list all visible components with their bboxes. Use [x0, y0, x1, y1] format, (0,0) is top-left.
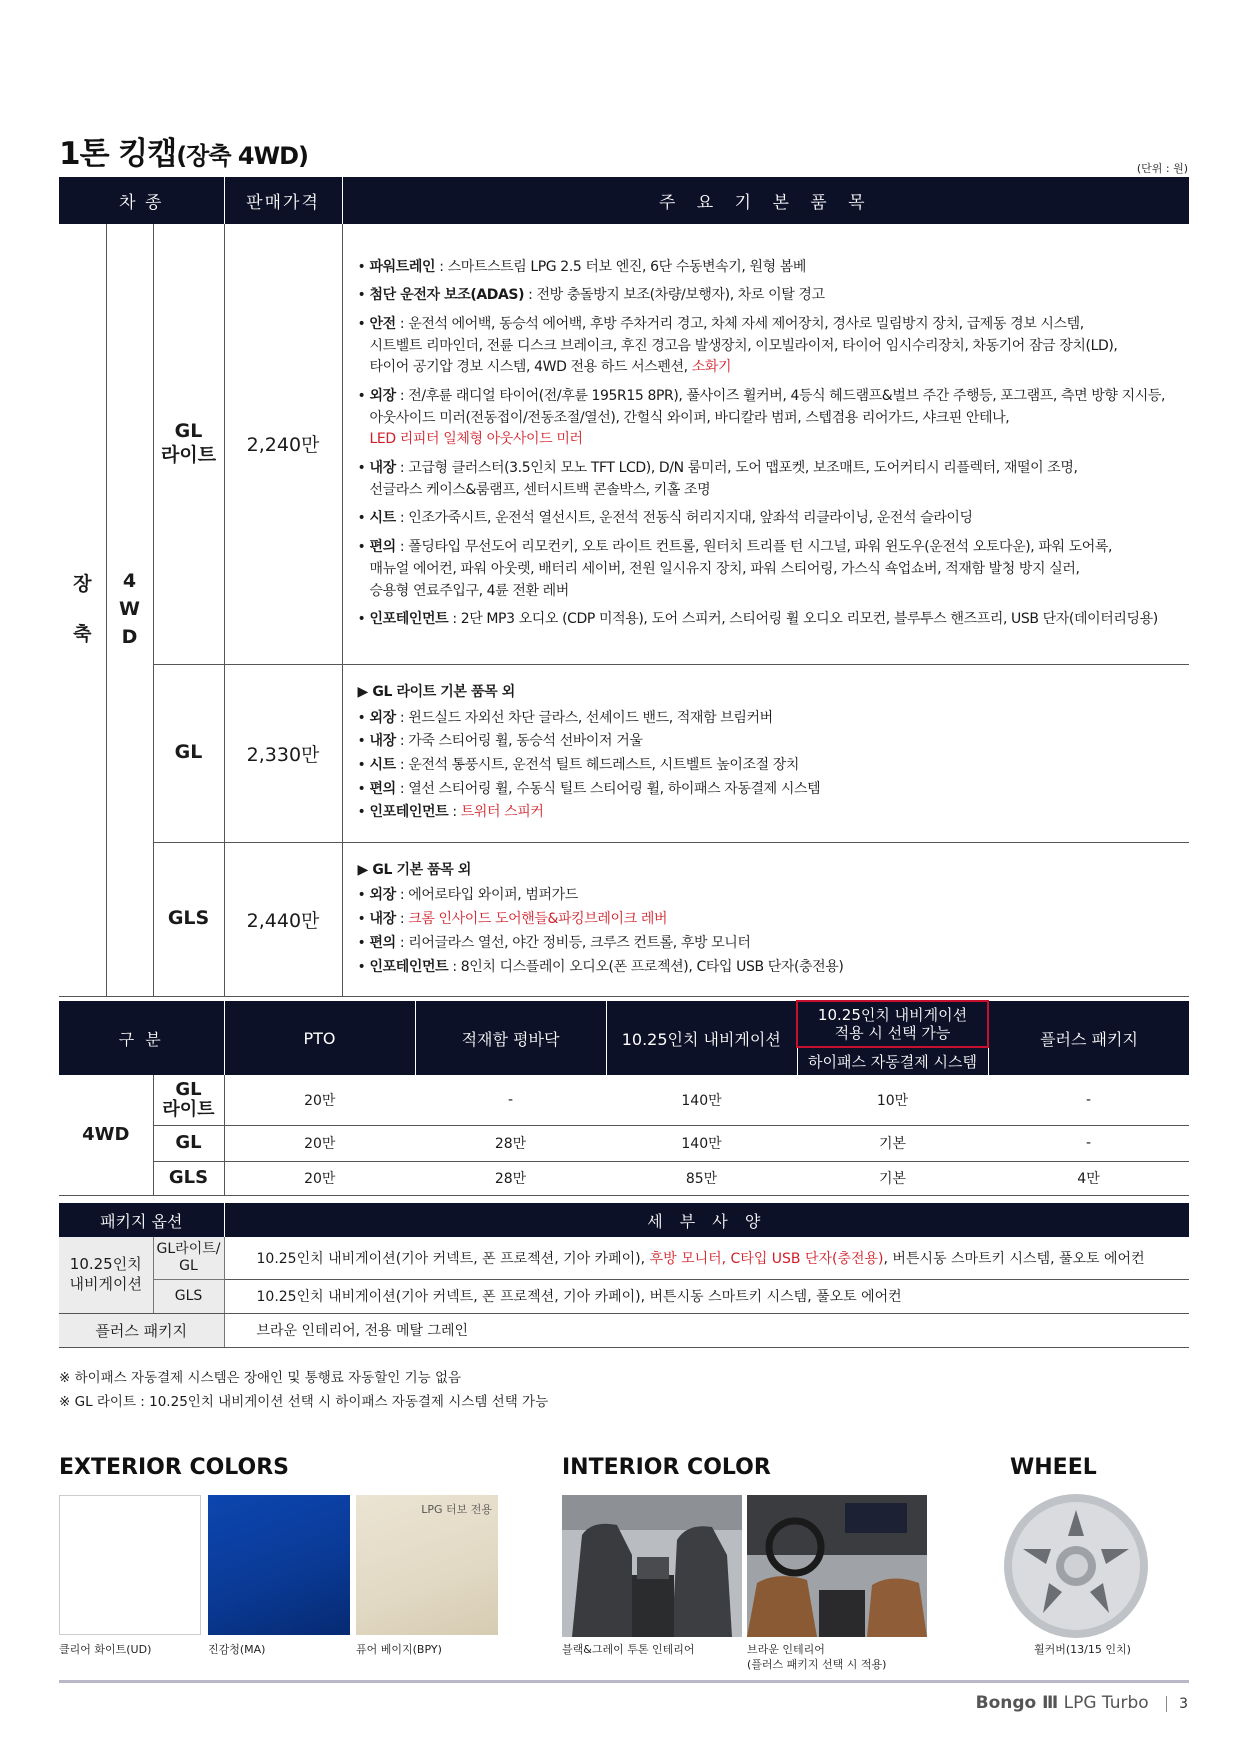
feature-item: • 시트 : 운전석 통풍시트, 운전석 틸트 헤드레스트, 시트벨트 높이조절 장치: [357, 757, 799, 773]
body-type: 장 축: [59, 224, 106, 996]
opt-cell: 20만: [224, 1125, 415, 1161]
opt-cell: 28만: [415, 1161, 606, 1195]
opt-header-nav-selectable: 10.25인치 내비게이션 적용 시 선택 가능: [797, 1001, 988, 1047]
feature-item: • 파워트레인 : 스마트스트림 LPG 2.5 터보 엔진, 6단 수동변속기, 원형 봄베: [357, 258, 807, 275]
feature-item: • 편의 : 폴딩타입 무선도어 리모컨키, 오토 라이트 컨트롤, 원터치 트리플 턴 시그널, 파워 윈도우(운전석 오토다운), 파워 도어록, 매뉴얼 에어컨, 파워 아웃렛, 배터리 세이버, 전원 일시유지 장치, 파워 스티어링, 가스식 쇽업쇼버, 적재함 발청 방지 실러, 승용형 연료주입구, 4륜 전환 레버: [357, 539, 1113, 599]
package-table: [59, 1203, 1189, 1348]
opt-cell: 4만: [988, 1161, 1189, 1195]
header-features: 주 요 기 본 품 목: [342, 177, 1189, 224]
feature-item: • 외장 : 전/후륜 래디얼 타이어(전/후륜 195R15 8PR), 풀사이즈 휠커버, 4등식 헤드램프&벌브 주간 주행등, 포그램프, 측면 방향 지시등, 아웃사이드 미러(전동접이/전동조절/열선), 간헐식 와이퍼, 바디칼라 범퍼, 스텝겸용 리어가드, 샤크핀 안테나, LED 리피터 일체형 아웃사이드 미러: [357, 388, 1166, 448]
features-gl-lite: [342, 224, 1189, 664]
trim-gl-lite: GL 라이트: [153, 224, 224, 664]
unit-note: (단위 : 원): [1136, 162, 1188, 175]
feature-item: • 내장 : 크롬 인사이드 도어핸들&파킹브레이크 레버: [357, 911, 668, 928]
opt-cell: -: [988, 1075, 1189, 1125]
interior-title: INTERIOR COLOR: [562, 1455, 771, 1480]
page-title: 1톤 킹캡(장축 4WD): [59, 136, 308, 172]
pkg-detail: 10.25인치 내비게이션(기아 커넥트, 폰 프로젝션, 기아 카페이), 후방 모니터, C타입 USB 단자(충전용), 버튼시동 스마트키 시스템, 풀오토 에어컨: [224, 1237, 1189, 1279]
opt-cell: -: [415, 1075, 606, 1125]
pkg-header-option: 패키지 옵션: [59, 1203, 224, 1237]
opt-model: 4WD: [59, 1075, 153, 1195]
opt-cell: -: [988, 1125, 1189, 1161]
pkg-trim: GL라이트/ GL: [153, 1237, 224, 1279]
feature-item: • 편의 : 리어글라스 열선, 야간 정비등, 크루즈 컨트롤, 후방 모니터: [357, 934, 751, 951]
price-gls: 2,440만: [224, 842, 342, 996]
opt-trim: GL: [153, 1125, 224, 1161]
feature-item: • 첨단 운전자 보조(ADAS) : 전방 충돌방지 보조(차량/보행자), 차로 이탈 경고: [357, 287, 825, 304]
pkg-plus-detail: 브라운 인테리어, 전용 메탈 그레인: [224, 1313, 1189, 1347]
opt-cell: 140만: [606, 1125, 797, 1161]
feature-item: • 내장 : 고급형 클러스터(3.5인치 모노 TFT LCD), D/N 룸미러, 도어 맵포켓, 보조매트, 도어커티시 리플렉터, 재떨이 조명, 선글라스 케이스&룸램프, 센터시트백 콘솔박스, 키홀 조명: [357, 460, 1078, 498]
price-gl-lite: 2,240만: [224, 224, 342, 664]
header-price: 판매가격: [224, 177, 342, 224]
color-name: 퓨어 베이지(BPY): [356, 1643, 442, 1656]
color-name: 클리어 화이트(UD): [59, 1643, 152, 1656]
feature-item: • 외장 : 윈드실드 자외선 차단 글라스, 선셰이드 밴드, 적재함 브림커버: [357, 709, 773, 726]
feature-item: • 내장 : 가죽 스티어링 휠, 동승석 선바이저 거울: [357, 733, 643, 750]
opt-header-plus-package: 플러스 패키지: [988, 1001, 1189, 1075]
note: ※ 하이패스 자동결제 시스템은 장애인 및 통행료 자동할인 기능 없음: [59, 1370, 462, 1386]
opt-header-pto: PTO: [224, 1001, 415, 1075]
opt-cell: 20만: [224, 1075, 415, 1125]
price-gl: 2,330만: [224, 664, 342, 842]
header-model: 차 종: [59, 177, 224, 224]
opt-header-hipass: 하이패스 자동결제 시스템: [797, 1047, 988, 1075]
opt-cell: 기본: [797, 1125, 988, 1161]
option-table: [59, 1000, 1189, 1196]
trim-gls: GLS: [153, 842, 224, 996]
feature-header: ▶ GL 기본 품목 외: [357, 861, 472, 878]
feature-item: • 편의 : 열선 스티어링 휠, 수동식 틸트 스티어링 휠, 하이패스 자동결제 시스템: [357, 780, 821, 797]
model-name: LPG Turbo: [1063, 1693, 1149, 1713]
opt-trim: GLS: [153, 1161, 224, 1195]
footer: [976, 1693, 1188, 1713]
feature-item: • 인포테인먼트 : 8인치 디스플레이 오디오(폰 프로젝션), C타입 USB 단자(충전용): [357, 958, 844, 975]
spec-table: [59, 177, 1189, 997]
notes: [59, 1366, 548, 1415]
feature-item: • 안전 : 운전석 에어백, 동승석 에어백, 후방 주차거리 경고, 차체 자세 제어장치, 경사로 밀림방지 장치, 급제동 경보 시스템, 시트벨트 리마인더, 전륜 디스크 브레이크, 후진 경고음 발생장치, 이모빌라이저, 타이어 임시수리장치, 차동기어 잠금 장치(LD), 타이어 공기압 경보 시스템, 4WD 전용 하드 서스펜션, 소화기: [357, 315, 1118, 376]
pkg-trim: GLS: [153, 1279, 224, 1313]
feature-item: • 외장 : 에어로타입 와이퍼, 범퍼가드: [357, 887, 578, 904]
opt-header-flatbed: 적재함 평바닥: [415, 1001, 606, 1075]
opt-cell: 85만: [606, 1161, 797, 1195]
feature-item: • 시트 : 인조가죽시트, 운전석 열선시트, 운전석 전동식 허리지지대, 앞좌석 리클라이닝, 운전석 슬라이딩: [357, 510, 973, 527]
interior-name: 블랙&그레이 투톤 인테리어: [562, 1643, 695, 1656]
wheel-icon: [1002, 1492, 1150, 1640]
feature-item: • 인포테인먼트 : 트위터 스피커: [357, 804, 544, 821]
swatch-beige: [356, 1495, 498, 1635]
seat-icon: [562, 1495, 742, 1637]
wheel-name: 휠커버(13/15 인치): [1034, 1643, 1131, 1656]
pkg-plus-label: 플러스 패키지: [59, 1313, 224, 1347]
feature-item: • 인포테인먼트 : 2단 MP3 오디오 (CDP 미적용), 도어 스피커, 스티어링 휠 오디오 리모컨, 블루투스 핸즈프리, USB 단자(데이터리딩용): [357, 611, 1158, 628]
pkg-nav-label: 10.25인치 내비게이션: [59, 1237, 153, 1313]
opt-cell: 20만: [224, 1161, 415, 1195]
wheel-cover-image: [1002, 1492, 1150, 1640]
opt-trim: GL 라이트: [153, 1075, 224, 1125]
pkg-header-detail: 세 부 사 양: [224, 1203, 1189, 1237]
trim-gl: GL: [153, 664, 224, 842]
color-name: 진감청(MA): [208, 1643, 266, 1656]
footer-divider: [59, 1680, 1189, 1683]
lpg-badge: LPG 터보 전용: [421, 1503, 492, 1516]
pkg-detail: 10.25인치 내비게이션(기아 커넥트, 폰 프로젝션, 기아 카페이), 버튼시동 스마트키 시스템, 풀오토 에어컨: [224, 1279, 1189, 1313]
features-gl: [342, 664, 1189, 842]
dashboard-icon: [747, 1495, 927, 1637]
swatch-white: [59, 1495, 201, 1635]
interior-brown-image: [747, 1495, 927, 1637]
opt-cell: 10만: [797, 1075, 988, 1125]
drive-type: 4 W D: [106, 224, 153, 996]
opt-cell: 140만: [606, 1075, 797, 1125]
swatch-blue: [208, 1495, 350, 1635]
exterior-title: EXTERIOR COLORS: [59, 1455, 290, 1480]
feature-header: ▶ GL 라이트 기본 품목 외: [357, 683, 515, 700]
brand-name: Bongo Ⅲ: [975, 1693, 1059, 1713]
opt-cell: 기본: [797, 1161, 988, 1195]
features-gls: [342, 842, 1189, 996]
opt-cell: 28만: [415, 1125, 606, 1161]
interior-name: 브라운 인테리어 (플러스 패키지 선택 시 적용): [747, 1643, 887, 1672]
interior-black-gray-image: [562, 1495, 742, 1637]
opt-header-navigation: 10.25인치 내비게이션: [606, 1001, 797, 1075]
opt-header-category: 구 분: [59, 1001, 224, 1075]
wheel-title: WHEEL: [1010, 1455, 1097, 1480]
note: ※ GL 라이트 : 10.25인치 내비게이션 선택 시 하이패스 자동결제 시스템 선택 가능: [59, 1394, 549, 1411]
page-number: 3: [1166, 1696, 1188, 1712]
